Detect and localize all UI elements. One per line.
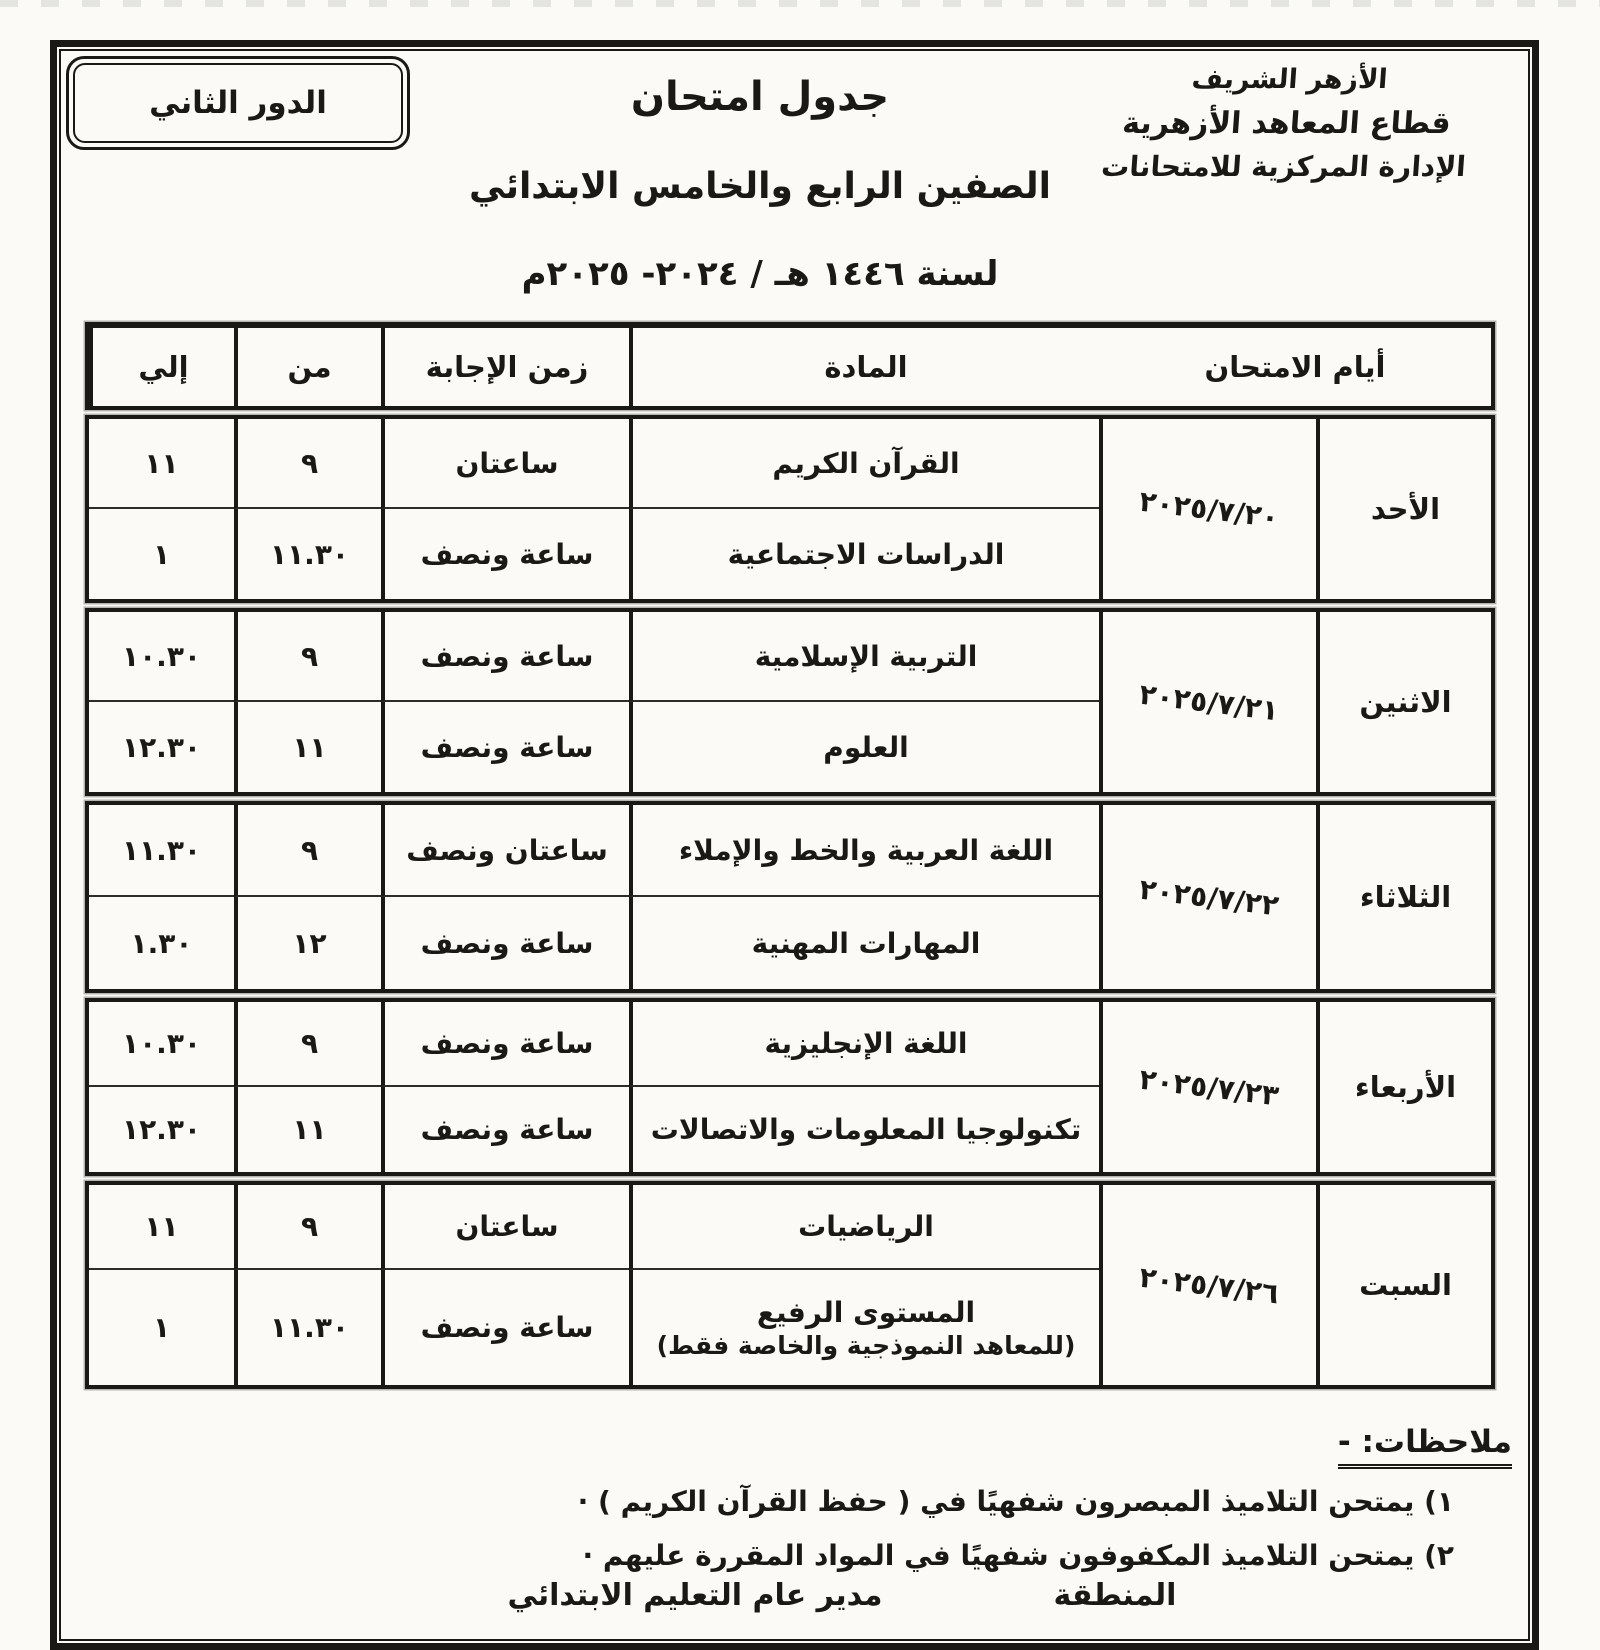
- table-row: [85, 608, 1495, 796]
- to-time: ١١: [144, 1210, 179, 1243]
- from-time: ٩: [300, 1210, 319, 1243]
- round-badge-label: الدور الثاني: [73, 63, 403, 143]
- to-cell: [89, 702, 234, 792]
- subject-cell: [629, 805, 1099, 897]
- note-item-1: ١) يمتحن التلاميذ المبصرون شفهيًا في ( حفظ القرآن الكريم ) ·: [577, 1485, 1454, 1518]
- day-name-cell: [1316, 805, 1491, 989]
- from-time: ١١.٣٠: [270, 537, 349, 571]
- subject-cell: [629, 702, 1099, 792]
- day-name: الأربعاء: [1354, 1070, 1457, 1104]
- from-time: ١١: [292, 1113, 327, 1146]
- footer-signature-label: مدير عام التعليم الابتدائي: [507, 1578, 883, 1613]
- subject-cell: [629, 509, 1099, 599]
- from-cell: [234, 1185, 381, 1270]
- duration-cell: [381, 419, 629, 509]
- to-cell: [89, 1002, 234, 1087]
- page-title: جدول امتحان: [630, 74, 890, 120]
- to-cell: [89, 1270, 234, 1385]
- duration-cell: [381, 1185, 629, 1270]
- table-row: [85, 415, 1495, 603]
- from-time: ٩: [300, 639, 319, 673]
- header-from: من: [234, 328, 381, 406]
- duration-cell: [381, 509, 629, 599]
- subject-cell: [629, 419, 1099, 509]
- footer-region-label: المنطقة: [1053, 1578, 1177, 1613]
- from-cell: [234, 897, 381, 989]
- from-time: ١٢: [292, 926, 327, 960]
- table-header-row: [85, 322, 1495, 410]
- to-cell: [89, 805, 234, 897]
- logo-line-1: الأزهر الشريف: [1190, 64, 1389, 95]
- azhar-logo: [1089, 60, 1481, 232]
- logo-line-2: قطاع المعاهد الأزهرية: [1121, 105, 1452, 141]
- exam-date: ٢٠٢٥/٧/٢٢: [1137, 872, 1282, 922]
- subject-name: اللغة الإنجليزية: [764, 1027, 968, 1060]
- day-name: الأحد: [1370, 492, 1441, 526]
- exam-date: ٢٠٢٥/٧/٢٠: [1137, 484, 1282, 534]
- from-cell: [234, 1087, 381, 1172]
- to-time: ١: [152, 1311, 171, 1344]
- exam-table: [85, 322, 1495, 1389]
- subject-cell: [629, 1185, 1099, 1270]
- duration-value: ساعة ونصف: [420, 926, 594, 960]
- duration-value: ساعة ونصف: [420, 537, 594, 571]
- cutoff-footer-line: [0, 1578, 1600, 1638]
- from-time: ٩: [300, 446, 319, 480]
- from-cell: [234, 419, 381, 509]
- subject-name: الرياضيات: [798, 1210, 934, 1243]
- to-cell: [89, 509, 234, 599]
- duration-value: ساعة ونصف: [420, 730, 594, 764]
- exam-date: ٢٠٢٥/٧/٢١: [1137, 677, 1282, 727]
- note-item-2: ٢) يمتحن التلاميذ المكفوفون شفهيًا في المواد المقررة عليهم ·: [582, 1538, 1454, 1572]
- subject-name: المستوى الرفيع: [756, 1295, 976, 1329]
- subject-cell: [629, 897, 1099, 989]
- duration-value: ساعة ونصف: [420, 1027, 594, 1060]
- subject-cell: [629, 1270, 1099, 1385]
- page-subtitle: الصفين الرابع والخامس الابتدائي: [469, 166, 1051, 207]
- scan-noise-strip: [0, 0, 1600, 7]
- to-cell: [89, 612, 234, 702]
- to-cell: [89, 897, 234, 989]
- header-subject: المادة: [629, 328, 1099, 406]
- day-name-cell: [1316, 1185, 1491, 1385]
- duration-cell: [381, 1002, 629, 1087]
- day-name-cell: [1316, 1002, 1491, 1172]
- header-to: إلي: [89, 328, 234, 406]
- to-cell: [89, 1185, 234, 1270]
- day-name: الثلاثاء: [1359, 880, 1452, 914]
- day-name-cell: [1316, 612, 1491, 792]
- subject-name: تكنولوجيا المعلومات والاتصالات: [650, 1113, 1082, 1146]
- header-duration: زمن الإجابة: [381, 328, 629, 406]
- subject-name: المهارات المهنية: [751, 926, 981, 960]
- subject-cell: [629, 1002, 1099, 1087]
- exam-date-cell: [1099, 805, 1316, 989]
- duration-cell: [381, 1087, 629, 1172]
- duration-value: ساعة ونصف: [420, 1311, 594, 1344]
- exam-date: ٢٠٢٥/٧/٢٦: [1137, 1260, 1282, 1310]
- round-badge: [66, 56, 410, 150]
- notes-section: [100, 1424, 1512, 1576]
- exam-date-cell: [1099, 1185, 1316, 1385]
- from-cell: [234, 1002, 381, 1087]
- table-row: [85, 1181, 1495, 1389]
- from-time: ١١.٣٠: [270, 1311, 349, 1344]
- to-time: ١٢.٣٠: [122, 730, 201, 764]
- logo-line-3: الإدارة المركزية للامتحانات: [1100, 149, 1467, 183]
- subject-name: القرآن الكريم: [772, 446, 960, 480]
- duration-value: ساعتان: [455, 446, 559, 480]
- table-body: [85, 415, 1495, 1389]
- header-exam-days: أيام الامتحان: [1204, 350, 1386, 384]
- duration-cell: [381, 805, 629, 897]
- subject-name: التربية الإسلامية: [754, 639, 978, 673]
- from-time: ١١: [292, 730, 327, 764]
- from-cell: [234, 612, 381, 702]
- to-time: ١١.٣٠: [122, 833, 201, 867]
- exam-date-cell: [1099, 419, 1316, 599]
- exam-date-cell: [1099, 1002, 1316, 1172]
- from-cell: [234, 702, 381, 792]
- day-name-cell: [1316, 419, 1491, 599]
- exam-date-cell: [1099, 612, 1316, 792]
- from-cell: [234, 509, 381, 599]
- duration-cell: [381, 897, 629, 989]
- duration-value: ساعتان: [455, 1210, 559, 1243]
- from-time: ٩: [300, 1027, 319, 1060]
- subject-name: العلوم: [823, 730, 909, 764]
- subject-cell: [629, 1087, 1099, 1172]
- table-row: [85, 801, 1495, 993]
- duration-cell: [381, 702, 629, 792]
- to-cell: [89, 419, 234, 509]
- from-cell: [234, 1270, 381, 1385]
- to-time: ١٠.٣٠: [122, 639, 201, 673]
- duration-value: ساعة ونصف: [420, 1113, 594, 1146]
- to-cell: [89, 1087, 234, 1172]
- duration-cell: [381, 612, 629, 702]
- to-time: ١.٣٠: [130, 926, 193, 960]
- duration-cell: [381, 1270, 629, 1385]
- from-cell: [234, 805, 381, 897]
- table-row: [85, 998, 1495, 1176]
- to-time: ١٢.٣٠: [122, 1113, 201, 1146]
- duration-value: ساعة ونصف: [420, 639, 594, 673]
- day-name: السبت: [1359, 1268, 1452, 1302]
- duration-value: ساعتان ونصف: [406, 833, 608, 867]
- subject-cell: [629, 612, 1099, 702]
- subject-name: اللغة العربية والخط والإملاء: [678, 833, 1054, 867]
- to-time: ١: [152, 537, 171, 571]
- to-time: ١٠.٣٠: [122, 1027, 201, 1060]
- notes-heading: ملاحظات: -: [1338, 1424, 1512, 1469]
- day-name: الاثنين: [1359, 685, 1452, 719]
- year-line: لسنة ١٤٤٦ هـ / ٢٠٢٤- ٢٠٢٥م: [521, 254, 999, 294]
- subject-name: الدراسات الاجتماعية: [727, 537, 1005, 571]
- subject-note: (للمعاهد النموذجية والخاصة فقط): [656, 1330, 1076, 1360]
- from-time: ٩: [300, 833, 319, 867]
- exam-date: ٢٠٢٥/٧/٢٣: [1137, 1062, 1282, 1112]
- to-time: ١١: [144, 446, 179, 480]
